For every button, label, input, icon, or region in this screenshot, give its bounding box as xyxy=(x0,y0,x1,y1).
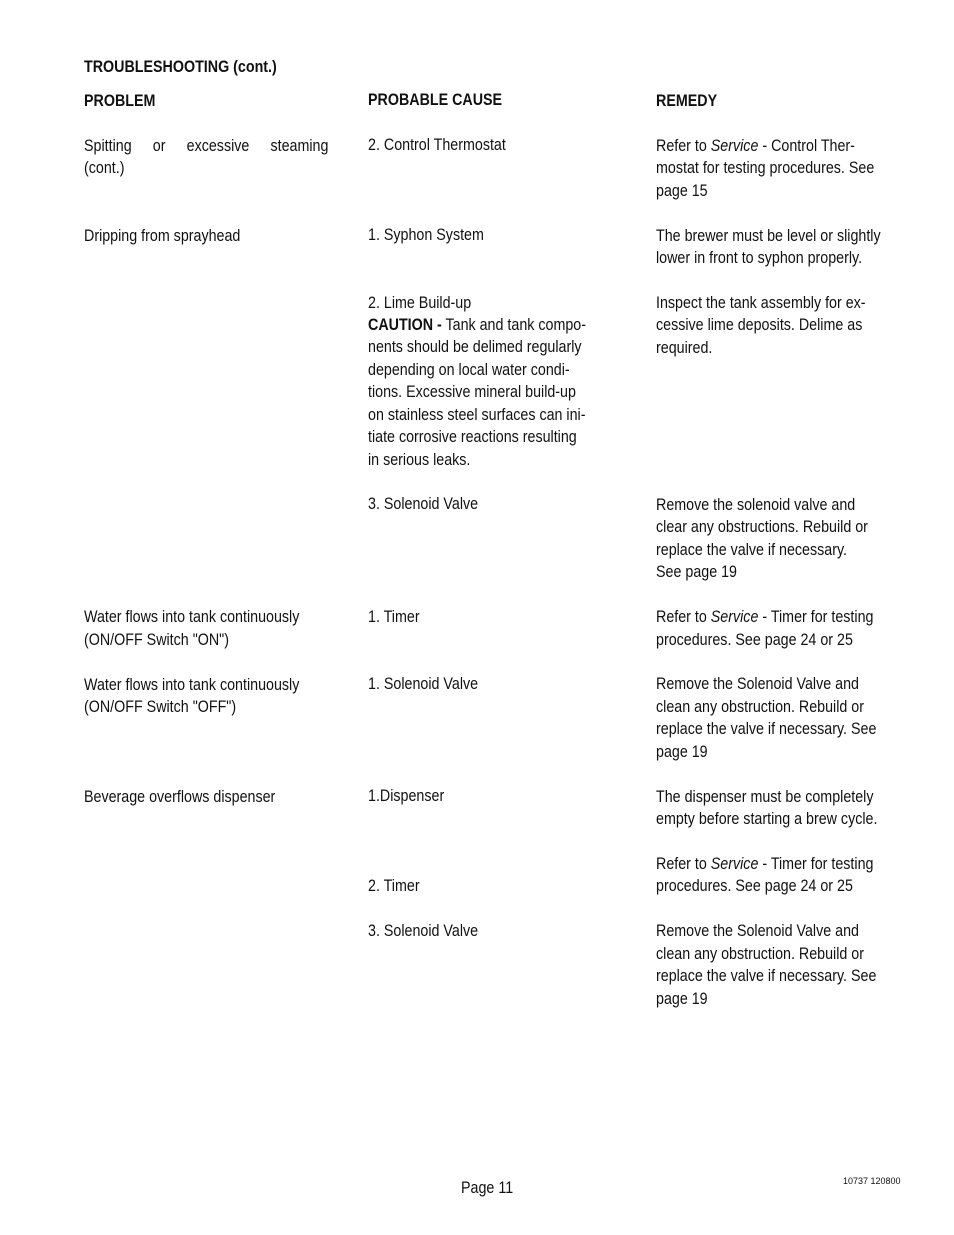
cause-text: 2. Timer xyxy=(368,876,420,895)
cause-text: 3. Solenoid Valve xyxy=(368,921,479,940)
column-header-remedy: REMEDY xyxy=(656,91,718,110)
remedy-text: replace the valve if necessary. See xyxy=(656,966,877,985)
remedy-text: page 19 xyxy=(656,989,708,1008)
remedy-text: page 15 xyxy=(656,181,708,200)
remedy-text: mostat for testing procedures. See xyxy=(656,158,875,177)
cause-text: 3. Solenoid Valve xyxy=(368,494,479,513)
cause-text: in serious leaks. xyxy=(368,450,471,469)
remedy-text: replace the valve if necessary. xyxy=(656,540,848,559)
problem-text: (ON/OFF Switch "ON") xyxy=(84,630,230,649)
problem-text: Water flows into tank continuously xyxy=(84,675,300,694)
cause-text: nents should be delimed regularly xyxy=(368,337,582,356)
problem-text: Spitting or excessive steaming xyxy=(84,136,329,155)
remedy-text: Refer to Service - Control Ther- xyxy=(656,136,855,155)
problem-text: (cont.) xyxy=(84,158,125,177)
remedy-text: Refer to Service - Timer for testing xyxy=(656,854,874,873)
page-number: Page 11 xyxy=(461,1178,514,1197)
remedy-text: clean any obstruction. Rebuild or xyxy=(656,944,864,963)
remedy-text: Inspect the tank assembly for ex- xyxy=(656,293,866,312)
section-heading: TROUBLESHOOTING (cont.) xyxy=(84,57,277,76)
column-header-cause: PROBABLE CAUSE xyxy=(368,90,503,109)
cause-text: 1. Syphon System xyxy=(368,225,484,244)
problem-text: Water flows into tank continuously xyxy=(84,607,300,626)
cause-text: tions. Excessive mineral build-up xyxy=(368,382,576,401)
remedy-text: required. xyxy=(656,338,713,357)
remedy-text: Refer to Service - Timer for testing xyxy=(656,607,874,626)
remedy-text: The brewer must be level or slightly xyxy=(656,226,881,245)
remedy-text: See page 19 xyxy=(656,562,737,581)
remedy-text: page 19 xyxy=(656,742,708,761)
remedy-text: Remove the Solenoid Valve and xyxy=(656,921,859,940)
problem-text: Beverage overflows dispenser xyxy=(84,787,276,806)
remedy-text: Remove the Solenoid Valve and xyxy=(656,674,859,693)
problem-text: Dripping from sprayhead xyxy=(84,226,241,245)
remedy-text: procedures. See page 24 or 25 xyxy=(656,876,853,895)
cause-text: 1. Solenoid Valve xyxy=(368,674,479,693)
cause-text: 2. Lime Build-up xyxy=(368,293,472,312)
remedy-text: empty before starting a brew cycle. xyxy=(656,809,878,828)
remedy-text: The dispenser must be completely xyxy=(656,787,874,806)
remedy-text: clear any obstructions. Rebuild or xyxy=(656,517,868,536)
remedy-text: clean any obstruction. Rebuild or xyxy=(656,697,864,716)
remedy-text: replace the valve if necessary. See xyxy=(656,719,877,738)
column-header-problem: PROBLEM xyxy=(84,91,156,110)
cause-text: tiate corrosive reactions resulting xyxy=(368,427,577,446)
problem-text: (ON/OFF Switch "OFF") xyxy=(84,697,237,716)
cause-text: 2. Control Thermostat xyxy=(368,135,506,154)
remedy-text: procedures. See page 24 or 25 xyxy=(656,630,853,649)
remedy-text: Remove the solenoid valve and xyxy=(656,495,856,514)
remedy-text: cessive lime deposits. Delime as xyxy=(656,315,863,334)
cause-text: depending on local water condi- xyxy=(368,360,570,379)
cause-text: CAUTION - Tank and tank compo- xyxy=(368,315,586,334)
document-code: 10737 120800 xyxy=(843,1176,901,1186)
cause-text: 1. Timer xyxy=(368,607,420,626)
cause-text: 1.Dispenser xyxy=(368,786,445,805)
remedy-text: lower in front to syphon properly. xyxy=(656,248,863,267)
cause-text: on stainless steel surfaces can ini- xyxy=(368,405,586,424)
